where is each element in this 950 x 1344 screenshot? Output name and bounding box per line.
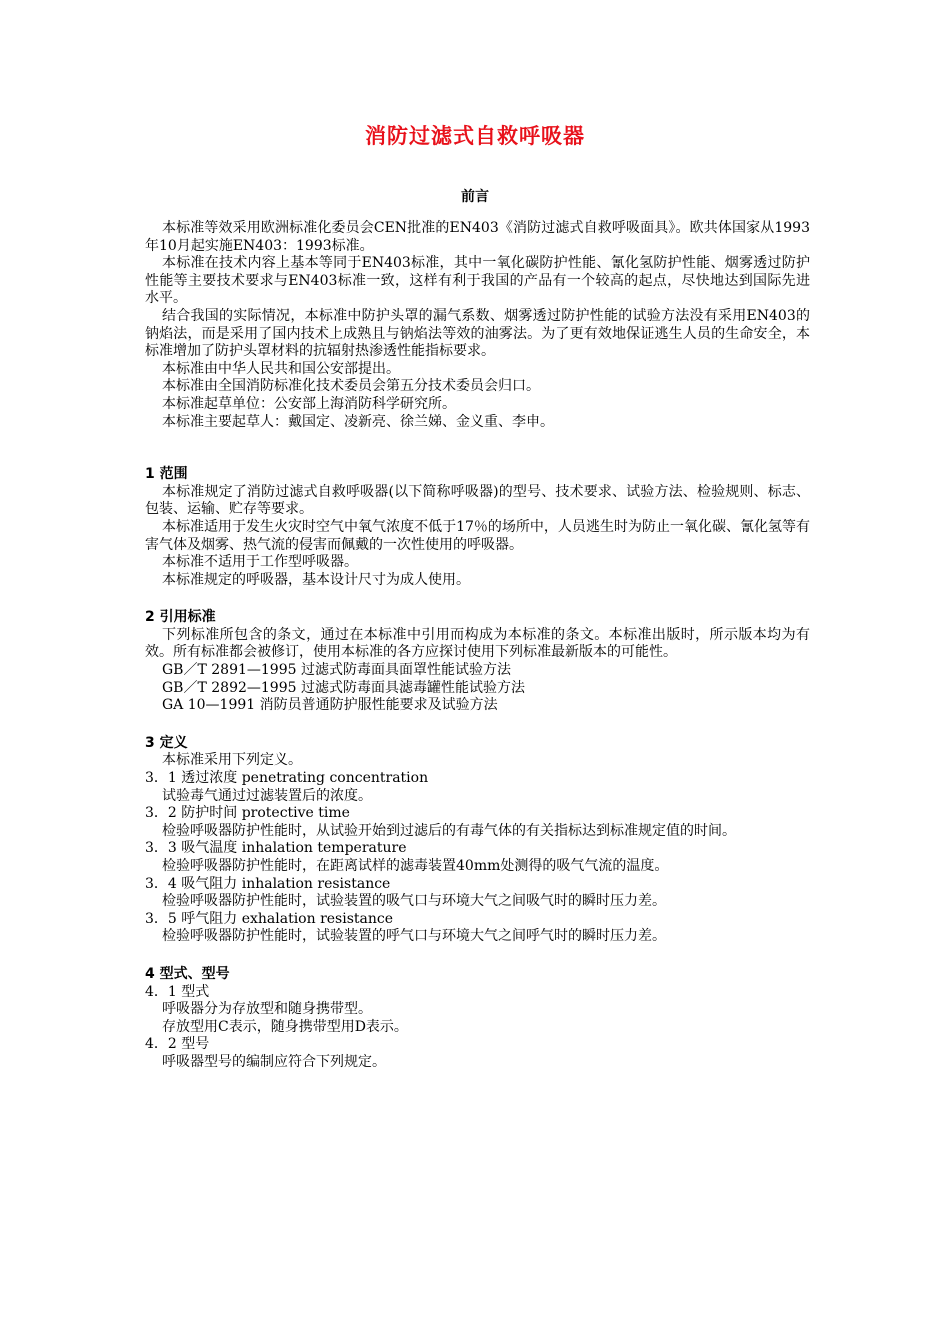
foreword-paragraph: 本标准在技术内容上基本等同于EN403标准，其中一氧化碳防护性能、氰化氢防护性能、烟雾透过防护性能等主要技术要求与EN403标准一致，这样有利于我国的产品有一个较高的起点，尽快地达到国际先进水平。 [145, 255, 810, 307]
scope-paragraph: 本标准适用于发生火灾时空气中氧气浓度不低于17％的场所中，人员逃生时为防止一氧化碳、氰化氢等有害气体及烟雾、热气流的侵害而佩戴的一次性使用的呼吸器。 [145, 518, 810, 553]
scope-paragraph: 本标准规定的呼吸器，基本设计尺寸为成人使用。 [162, 571, 470, 588]
section-heading-types: 4 型式、型号 [145, 965, 230, 982]
subsection-heading: 4．2 型号 [145, 1036, 210, 1053]
foreword-heading: 前言 [461, 189, 489, 205]
foreword-paragraph: 本标准由全国消防标准化技术委员会第五分技术委员会归口。 [162, 378, 540, 395]
document-body [145, 220, 810, 1072]
reference-item: GB／T 2892—1995 过滤式防毒面具滤毒罐性能试验方法 [162, 679, 525, 696]
definition-term: 3．1 透过浓度 penetrating concentration [145, 770, 429, 787]
document-title: 消防过滤式自救呼吸器 [365, 124, 585, 148]
definition-desc: 检验呼吸器防护性能时，试验装置的呼气口与环境大气之间呼气时的瞬时压力差。 [162, 928, 666, 945]
reference-item: GB／T 2891—1995 过滤式防毒面具面罩性能试验方法 [162, 662, 511, 679]
reference-item: GA 10—1991 消防员普通防护服性能要求及试验方法 [162, 697, 498, 714]
definition-desc: 试验毒气通过过滤装置后的浓度。 [162, 787, 372, 804]
section-heading-references: 2 引用标准 [145, 609, 216, 626]
definition-term: 3．2 防护时间 protective time [145, 805, 350, 822]
definition-term: 3．3 吸气温度 inhalation temperature [145, 840, 407, 857]
scope-paragraph: 本标准不适用于工作型呼吸器。 [162, 554, 358, 571]
section-heading-definitions: 3 定义 [145, 734, 188, 751]
model-line: 呼吸器型号的编制应符合下列规定。 [162, 1053, 386, 1070]
scope-paragraph: 本标准规定了消防过滤式自救呼吸器(以下简称呼吸器)的型号、技术要求、试验方法、检验规则、标志、包装、运输、贮存等要求。 [145, 483, 810, 518]
references-intro: 下列标准所包含的条文，通过在本标准中引用而构成为本标准的条文。本标准出版时，所示版本均为有效。所有标准都会被修订，使用本标准的各方应探讨使用下列标准最新版本的可能性。 [145, 626, 810, 661]
foreword-paragraph: 本标准起草单位：公安部上海消防科学研究所。 [162, 395, 456, 412]
types-line: 呼吸器分为存放型和随身携带型。 [162, 1001, 372, 1018]
definition-term: 3．5 呼气阻力 exhalation resistance [145, 910, 394, 927]
definitions-intro: 本标准采用下列定义。 [162, 752, 302, 769]
types-line: 存放型用C表示，随身携带型用D表示。 [162, 1018, 408, 1035]
foreword-paragraph: 本标准主要起草人：戴国定、凌新亮、徐兰娣、金义重、李申。 [162, 413, 554, 430]
foreword-paragraph: 本标准等效采用欧洲标准化委员会CEN批准的EN403《消防过滤式自救呼吸面具》。欧共体国家从1993年10月起实施EN403：1993标准。 [145, 220, 810, 254]
definition-desc: 检验呼吸器防护性能时，在距离试样的滤毒装置40mm处测得的吸气气流的温度。 [162, 858, 669, 874]
definition-desc: 检验呼吸器防护性能时，试验装置的吸气口与环境大气之间吸气时的瞬时压力差。 [162, 893, 666, 910]
foreword-paragraph: 结合我国的实际情况，本标准中防护头罩的漏气系数、烟雾透过防护性能的试验方法没有采用EN403的钠焰法，而是采用了国内技术上成熟且与钠焰法等效的油雾法。为了更有效地保证逃生人员的生命安全，本标准增加了防护头罩材料的抗辐射热渗透性能指标要求。 [145, 307, 810, 360]
foreword-paragraph: 本标准由中华人民共和国公安部提出。 [162, 360, 400, 377]
section-heading-scope: 1 范围 [145, 466, 188, 483]
subsection-heading: 4．1 型式 [145, 983, 210, 1000]
definition-desc: 检验呼吸器防护性能时，从试验开始到过滤后的有毒气体的有关指标达到标准规定值的时间。 [162, 822, 736, 839]
definition-term: 3．4 吸气阻力 inhalation resistance [145, 875, 391, 892]
